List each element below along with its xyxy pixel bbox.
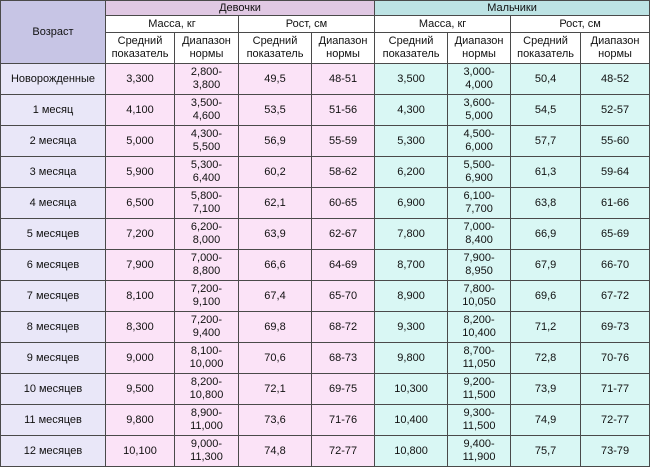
girls-mass-avg-header xyxy=(106,33,175,64)
boys-mass-range-cell xyxy=(448,64,511,95)
boys-mass-avg-cell: 3,500 xyxy=(375,64,448,95)
range-line-2: 4,600 xyxy=(192,110,221,122)
table-row xyxy=(1,250,650,281)
boys-height-avg-cell: 61,3 xyxy=(511,157,581,188)
range-line-2: 6,900 xyxy=(465,172,493,184)
boys-height-avg-cell: 57,7 xyxy=(511,126,581,157)
range-label-line1: Диапазон xyxy=(454,35,504,47)
girls-mass-range-cell xyxy=(175,281,239,312)
girls-mass-avg-cell: 4,100 xyxy=(106,95,175,126)
age-cell: Новорожденные xyxy=(1,64,106,95)
range-line-1: 7,900- xyxy=(463,252,495,264)
age-cell: 12 месяцев xyxy=(1,436,106,467)
table-row xyxy=(1,95,650,126)
avg-label-line1: Средний xyxy=(252,35,298,47)
girls-height-range-cell: 48-51 xyxy=(312,64,375,95)
range-line-2: 9,400 xyxy=(192,327,221,339)
table-header xyxy=(1,1,650,64)
age-cell: 8 месяцев xyxy=(1,312,106,343)
range-line-1: 9,300- xyxy=(463,407,495,419)
girls-mass-avg-cell: 10,100 xyxy=(106,436,175,467)
girls-mass-avg-cell: 7,900 xyxy=(106,250,175,281)
boys-mass-avg-cell: 4,300 xyxy=(375,95,448,126)
girls-height-avg-cell: 56,9 xyxy=(239,126,312,157)
age-column-header: Возраст xyxy=(1,1,106,64)
girls-height-avg-cell: 62,1 xyxy=(239,188,312,219)
boys-mass-range-cell xyxy=(448,281,511,312)
range-line-1: 5,800- xyxy=(190,190,223,202)
table-row xyxy=(1,281,650,312)
range-line-1: 7,000- xyxy=(463,221,495,233)
table-row xyxy=(1,405,650,436)
age-cell: 4 месяца xyxy=(1,188,106,219)
boys-height-range-cell: 71-77 xyxy=(581,374,650,405)
boys-mass-range-cell xyxy=(448,436,511,467)
girls-height-avg-cell: 60,2 xyxy=(239,157,312,188)
boys-height-avg-cell: 50,4 xyxy=(511,64,581,95)
girls-mass-range-cell xyxy=(175,219,239,250)
range-line-1: 4,300- xyxy=(190,128,223,140)
boys-height-range-cell: 73-79 xyxy=(581,436,650,467)
range-line-2: 8,800 xyxy=(192,265,221,277)
table-row xyxy=(1,126,650,157)
girls-height-range-cell: 68-72 xyxy=(312,312,375,343)
girls-height-range-cell: 72-77 xyxy=(312,436,375,467)
boys-height-avg-cell: 54,5 xyxy=(511,95,581,126)
girls-height-avg-cell: 72,1 xyxy=(239,374,312,405)
range-line-1: 3,500- xyxy=(190,97,223,109)
table-row xyxy=(1,374,650,405)
boys-height-avg-cell: 74,9 xyxy=(511,405,581,436)
boys-height-range-header xyxy=(581,33,650,64)
girls-mass-range-cell xyxy=(175,188,239,219)
boys-height-avg-header xyxy=(511,33,581,64)
range-line-2: 11,500 xyxy=(462,389,496,401)
boys-height-range-cell: 55-60 xyxy=(581,126,650,157)
boys-height-avg-cell: 69,6 xyxy=(511,281,581,312)
range-line-2: 10,000 xyxy=(189,358,224,370)
boys-mass-header: Масса, кг xyxy=(375,16,511,33)
girls-height-avg-cell: 63,9 xyxy=(239,219,312,250)
boys-mass-avg-cell: 6,200 xyxy=(375,157,448,188)
boys-mass-range-cell xyxy=(448,126,511,157)
range-line-1: 8,900- xyxy=(190,407,223,419)
range-line-2: 4,000 xyxy=(465,79,493,91)
boys-mass-avg-cell: 9,800 xyxy=(375,343,448,374)
avg-label-line2: показатель xyxy=(246,48,304,60)
age-cell: 6 месяцев xyxy=(1,250,106,281)
boys-height-avg-cell: 66,9 xyxy=(511,219,581,250)
boys-height-range-cell: 72-77 xyxy=(581,405,650,436)
avg-label-line2: показатель xyxy=(382,48,440,60)
boys-height-range-cell: 52-57 xyxy=(581,95,650,126)
boys-group-header: Мальчики xyxy=(375,1,650,16)
boys-height-range-cell: 66-70 xyxy=(581,250,650,281)
girls-height-range-cell: 64-69 xyxy=(312,250,375,281)
range-line-2: 7,100 xyxy=(192,203,221,215)
boys-mass-range-cell xyxy=(448,343,511,374)
girls-height-avg-cell: 70,6 xyxy=(239,343,312,374)
girls-mass-avg-cell: 8,100 xyxy=(106,281,175,312)
boys-height-avg-cell: 75,7 xyxy=(511,436,581,467)
boys-height-header: Рост, см xyxy=(511,16,650,33)
avg-label-line1: Средний xyxy=(523,35,568,47)
table-row xyxy=(1,436,650,467)
range-line-2: 6,400 xyxy=(192,172,221,184)
boys-mass-avg-cell: 9,300 xyxy=(375,312,448,343)
table-row xyxy=(1,312,650,343)
range-line-1: 5,300- xyxy=(190,159,223,171)
boys-mass-range-cell xyxy=(448,312,511,343)
girls-mass-range-cell xyxy=(175,95,239,126)
boys-mass-range-cell xyxy=(448,405,511,436)
boys-height-avg-cell: 63,8 xyxy=(511,188,581,219)
age-cell: 10 месяцев xyxy=(1,374,106,405)
table-row xyxy=(1,188,650,219)
boys-mass-range-cell xyxy=(448,219,511,250)
boys-height-range-cell: 69-73 xyxy=(581,312,650,343)
boys-mass-range-cell xyxy=(448,188,511,219)
range-line-1: 8,200- xyxy=(463,314,495,326)
range-line-1: 8,200- xyxy=(190,376,223,388)
range-label-line1: Диапазон xyxy=(318,35,368,47)
range-line-1: 2,800- xyxy=(190,66,223,78)
age-cell: 9 месяцев xyxy=(1,343,106,374)
girls-mass-avg-cell: 9,000 xyxy=(106,343,175,374)
age-cell: 3 месяца xyxy=(1,157,106,188)
range-line-1: 4,500- xyxy=(463,128,495,140)
girls-mass-range-cell xyxy=(175,250,239,281)
range-line-2: 11,500 xyxy=(462,420,496,432)
range-label-line2: нормы xyxy=(462,48,496,60)
avg-label-line2: показатель xyxy=(111,48,169,60)
range-label-line2: нормы xyxy=(189,48,224,60)
girls-height-range-cell: 60-65 xyxy=(312,188,375,219)
boys-mass-range-cell xyxy=(448,374,511,405)
girls-height-header: Рост, см xyxy=(239,16,375,33)
avg-label-line1: Средний xyxy=(388,35,434,47)
boys-height-avg-cell: 71,2 xyxy=(511,312,581,343)
girls-mass-range-cell xyxy=(175,343,239,374)
boys-mass-avg-cell: 10,400 xyxy=(375,405,448,436)
avg-label-line2: показатель xyxy=(517,48,574,60)
age-cell: 7 месяцев xyxy=(1,281,106,312)
girls-mass-range-cell xyxy=(175,312,239,343)
range-line-1: 9,000- xyxy=(190,438,223,450)
boys-mass-avg-cell: 10,800 xyxy=(375,436,448,467)
girls-mass-avg-cell: 6,500 xyxy=(106,188,175,219)
range-line-1: 3,000- xyxy=(463,66,495,78)
girls-mass-range-header xyxy=(175,33,239,64)
boys-mass-avg-cell: 7,800 xyxy=(375,219,448,250)
girls-mass-range-cell xyxy=(175,374,239,405)
range-line-1: 9,200- xyxy=(463,376,495,388)
girls-height-range-cell: 51-56 xyxy=(312,95,375,126)
girls-height-avg-cell: 73,6 xyxy=(239,405,312,436)
range-line-2: 8,950 xyxy=(465,265,493,277)
range-line-1: 8,100- xyxy=(190,345,223,357)
girls-height-range-cell: 58-62 xyxy=(312,157,375,188)
boys-mass-avg-header xyxy=(375,33,448,64)
girls-height-range-cell: 68-73 xyxy=(312,343,375,374)
table-row xyxy=(1,343,650,374)
girls-mass-header: Масса, кг xyxy=(106,16,239,33)
avg-label-line1: Средний xyxy=(117,35,163,47)
range-label-line2: нормы xyxy=(326,48,360,60)
range-label-line2: нормы xyxy=(598,48,632,60)
girls-mass-range-cell xyxy=(175,126,239,157)
girls-height-avg-cell: 67,4 xyxy=(239,281,312,312)
range-line-2: 11,050 xyxy=(462,358,496,370)
range-label-line1: Диапазон xyxy=(590,35,640,47)
girls-mass-avg-cell: 8,300 xyxy=(106,312,175,343)
range-line-1: 3,600- xyxy=(463,97,495,109)
table-body xyxy=(1,64,650,467)
girls-mass-range-cell xyxy=(175,405,239,436)
range-line-2: 11,900 xyxy=(462,451,496,463)
age-cell: 2 месяца xyxy=(1,126,106,157)
range-line-1: 5,500- xyxy=(463,159,495,171)
girls-mass-avg-cell: 5,000 xyxy=(106,126,175,157)
boys-mass-avg-cell: 6,900 xyxy=(375,188,448,219)
range-line-2: 9,100 xyxy=(192,296,221,308)
range-line-2: 5,500 xyxy=(192,141,221,153)
age-cell: 11 месяцев xyxy=(1,405,106,436)
girls-mass-range-cell xyxy=(175,64,239,95)
boys-mass-avg-cell: 5,300 xyxy=(375,126,448,157)
range-line-2: 7,700 xyxy=(465,203,493,215)
range-line-1: 7,000- xyxy=(190,252,223,264)
table-row xyxy=(1,219,650,250)
girls-mass-avg-cell: 9,800 xyxy=(106,405,175,436)
girls-group-header: Девочки xyxy=(106,1,375,16)
boys-height-avg-cell: 67,9 xyxy=(511,250,581,281)
range-line-1: 8,700- xyxy=(463,345,495,357)
range-line-2: 5,000 xyxy=(465,110,493,122)
girls-height-avg-cell: 69,8 xyxy=(239,312,312,343)
girls-mass-avg-cell: 5,900 xyxy=(106,157,175,188)
girls-mass-avg-cell: 3,300 xyxy=(106,64,175,95)
range-line-2: 11,300 xyxy=(190,451,223,463)
table-row xyxy=(1,157,650,188)
range-line-2: 11,000 xyxy=(190,420,223,432)
girls-height-avg-cell: 66,6 xyxy=(239,250,312,281)
age-cell: 5 месяцев xyxy=(1,219,106,250)
boys-mass-range-cell xyxy=(448,157,511,188)
boys-mass-avg-cell: 10,300 xyxy=(375,374,448,405)
boys-height-avg-cell: 72,8 xyxy=(511,343,581,374)
girls-height-avg-cell: 53,5 xyxy=(239,95,312,126)
range-line-1: 7,800- xyxy=(463,283,495,295)
table-row xyxy=(1,64,650,95)
boys-height-range-cell: 67-72 xyxy=(581,281,650,312)
girls-mass-range-cell xyxy=(175,157,239,188)
girls-height-range-cell: 55-59 xyxy=(312,126,375,157)
boys-mass-avg-cell: 8,700 xyxy=(375,250,448,281)
girls-height-range-cell: 65-70 xyxy=(312,281,375,312)
range-line-1: 6,200- xyxy=(190,221,223,233)
boys-height-range-cell: 65-69 xyxy=(581,219,650,250)
range-line-2: 8,000 xyxy=(192,234,221,246)
boys-mass-avg-cell: 8,900 xyxy=(375,281,448,312)
girls-height-range-cell: 71-76 xyxy=(312,405,375,436)
boys-mass-range-cell xyxy=(448,250,511,281)
girls-mass-avg-cell: 7,200 xyxy=(106,219,175,250)
boys-mass-range-cell xyxy=(448,95,511,126)
range-line-2: 10,800 xyxy=(189,389,224,401)
range-line-2: 6,000 xyxy=(465,141,493,153)
range-line-2: 8,400 xyxy=(465,234,493,246)
girls-mass-avg-cell: 9,500 xyxy=(106,374,175,405)
boys-height-range-cell: 48-52 xyxy=(581,64,650,95)
range-line-1: 6,100- xyxy=(463,190,495,202)
range-line-2: 10,050 xyxy=(462,296,496,308)
girls-mass-range-cell xyxy=(175,436,239,467)
boys-height-range-cell: 59-64 xyxy=(581,157,650,188)
girls-height-range-cell: 62-67 xyxy=(312,219,375,250)
boys-height-range-cell: 61-66 xyxy=(581,188,650,219)
age-cell: 1 месяц xyxy=(1,95,106,126)
range-line-1: 7,200- xyxy=(190,314,223,326)
girls-height-range-cell: 69-75 xyxy=(312,374,375,405)
girls-height-avg-cell: 74,8 xyxy=(239,436,312,467)
range-label-line1: Диапазон xyxy=(182,35,231,47)
range-line-1: 7,200- xyxy=(190,283,223,295)
range-line-2: 3,800 xyxy=(192,79,221,91)
range-line-1: 9,400- xyxy=(463,438,495,450)
boys-height-range-cell: 70-76 xyxy=(581,343,650,374)
boys-height-avg-cell: 73,9 xyxy=(511,374,581,405)
girls-height-avg-header xyxy=(239,33,312,64)
range-line-2: 10,400 xyxy=(462,327,496,339)
girls-height-range-header xyxy=(312,33,375,64)
boys-mass-range-header xyxy=(448,33,511,64)
girls-height-avg-cell: 49,5 xyxy=(239,64,312,95)
